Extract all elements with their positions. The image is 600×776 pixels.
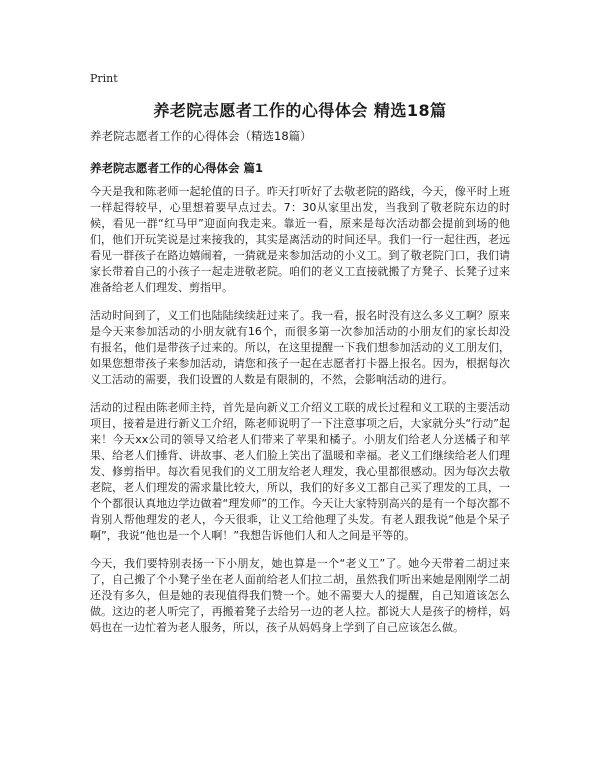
print-link[interactable]: Print xyxy=(90,72,118,85)
paragraph-3: 活动的过程由陈老师主持，首先是向新义工介绍义工联的成长过程和义工联的主要活动项目，接着是进行新义工介绍，陈老师说明了一下注意事项之后，大家就分头“行动”起来！今天xx公司的领导又给老人们带来了苹果和橘子。小朋友们给老人分送橘子和苹果、给老人们捶背、讲故事、老人们脸上笑出了温暖和幸福。老义工们继续给老人们理发、修剪指甲。每次看见我们的义工朋友给老人理发，我心里都很感动。因为每次去敬老院，老人们理发的需求量比较大，所以，我们的好多义工都自己买了理发的工具，一个个都很认真地边学边做着“理发师”的工作。今天让大家特别高兴的是有一个每次都不肯别人帮他理发的老人，今天很乖，让义工给他理了头发。有老人跟我说“他是个呆子啊”，我说“他也是一个人啊！”我想告诉他们人和人之间是平等的。 xyxy=(90,401,510,542)
document-subtitle: 养老院志愿者工作的心得体会（精选18篇） xyxy=(90,129,312,143)
section-heading: 养老院志愿者工作的心得体会 篇1 xyxy=(90,161,264,175)
paragraph-4: 今天，我们要特别表扬一下小朋友，她也算是一个“老义工”了。她今天带着二胡过来了，自己搬了个小凳子坐在老人面前给老人们拉二胡，虽然我们听出来她是刚刚学二胡还没有多久，但是她的表现值得我们赞一个。她不需要大人的提醒，自己知道该怎么做。这边的老人听完了，再搬着凳子去给另一边的老人拉。都说大人是孩子的榜样，妈妈也在一边忙着为老人服务，所以，孩子从妈妈身上学到了自己应该怎么做。 xyxy=(90,557,510,634)
paragraph-2: 活动时间到了，义工们也陆陆续续赶过来了。我一看，报名时没有这么多义工啊？原来是今天来参加活动的小朋友就有16个，而很多第一次参加活动的小朋友们的家长却没有报名，他们是带孩子过来的。所以，在这里提醒一下我们想参加活动的义工朋友们，如果您想带孩子来参加活动，请您和孩子一起在志愿者打卡器上报名。因为，根据每次义工活动的需要，我们设置的人数是有限制的，不然，会影响活动的进行。 xyxy=(90,309,510,386)
article-body xyxy=(90,184,510,648)
document-title: 养老院志愿者工作的心得体会 精选18篇 xyxy=(153,101,447,120)
paragraph-1: 今天是我和陈老师一起轮值的日子。昨天打听好了去敬老院的路线，今天，像平时上班一样起得较早，心里想着要早点过去。7：30从家里出发，当我到了敬老院东边的时候，看见一群“红马甲”迎面向我走来。靠近一看，原来是每次活动都会提前到场的他们，他们开玩笑说是过来接我的，其实是离活动的时间还早。我们一行一起往西，老远看见一群孩子在路边嬉闹着，一猜就是来参加活动的小义工。到了敬老院门口，我们请家长带着自己的小孩子一起走进敬老院。咱们的老义工直接就搬了方凳子、长凳子过来准备给老人们理发、剪指甲。 xyxy=(90,185,510,294)
